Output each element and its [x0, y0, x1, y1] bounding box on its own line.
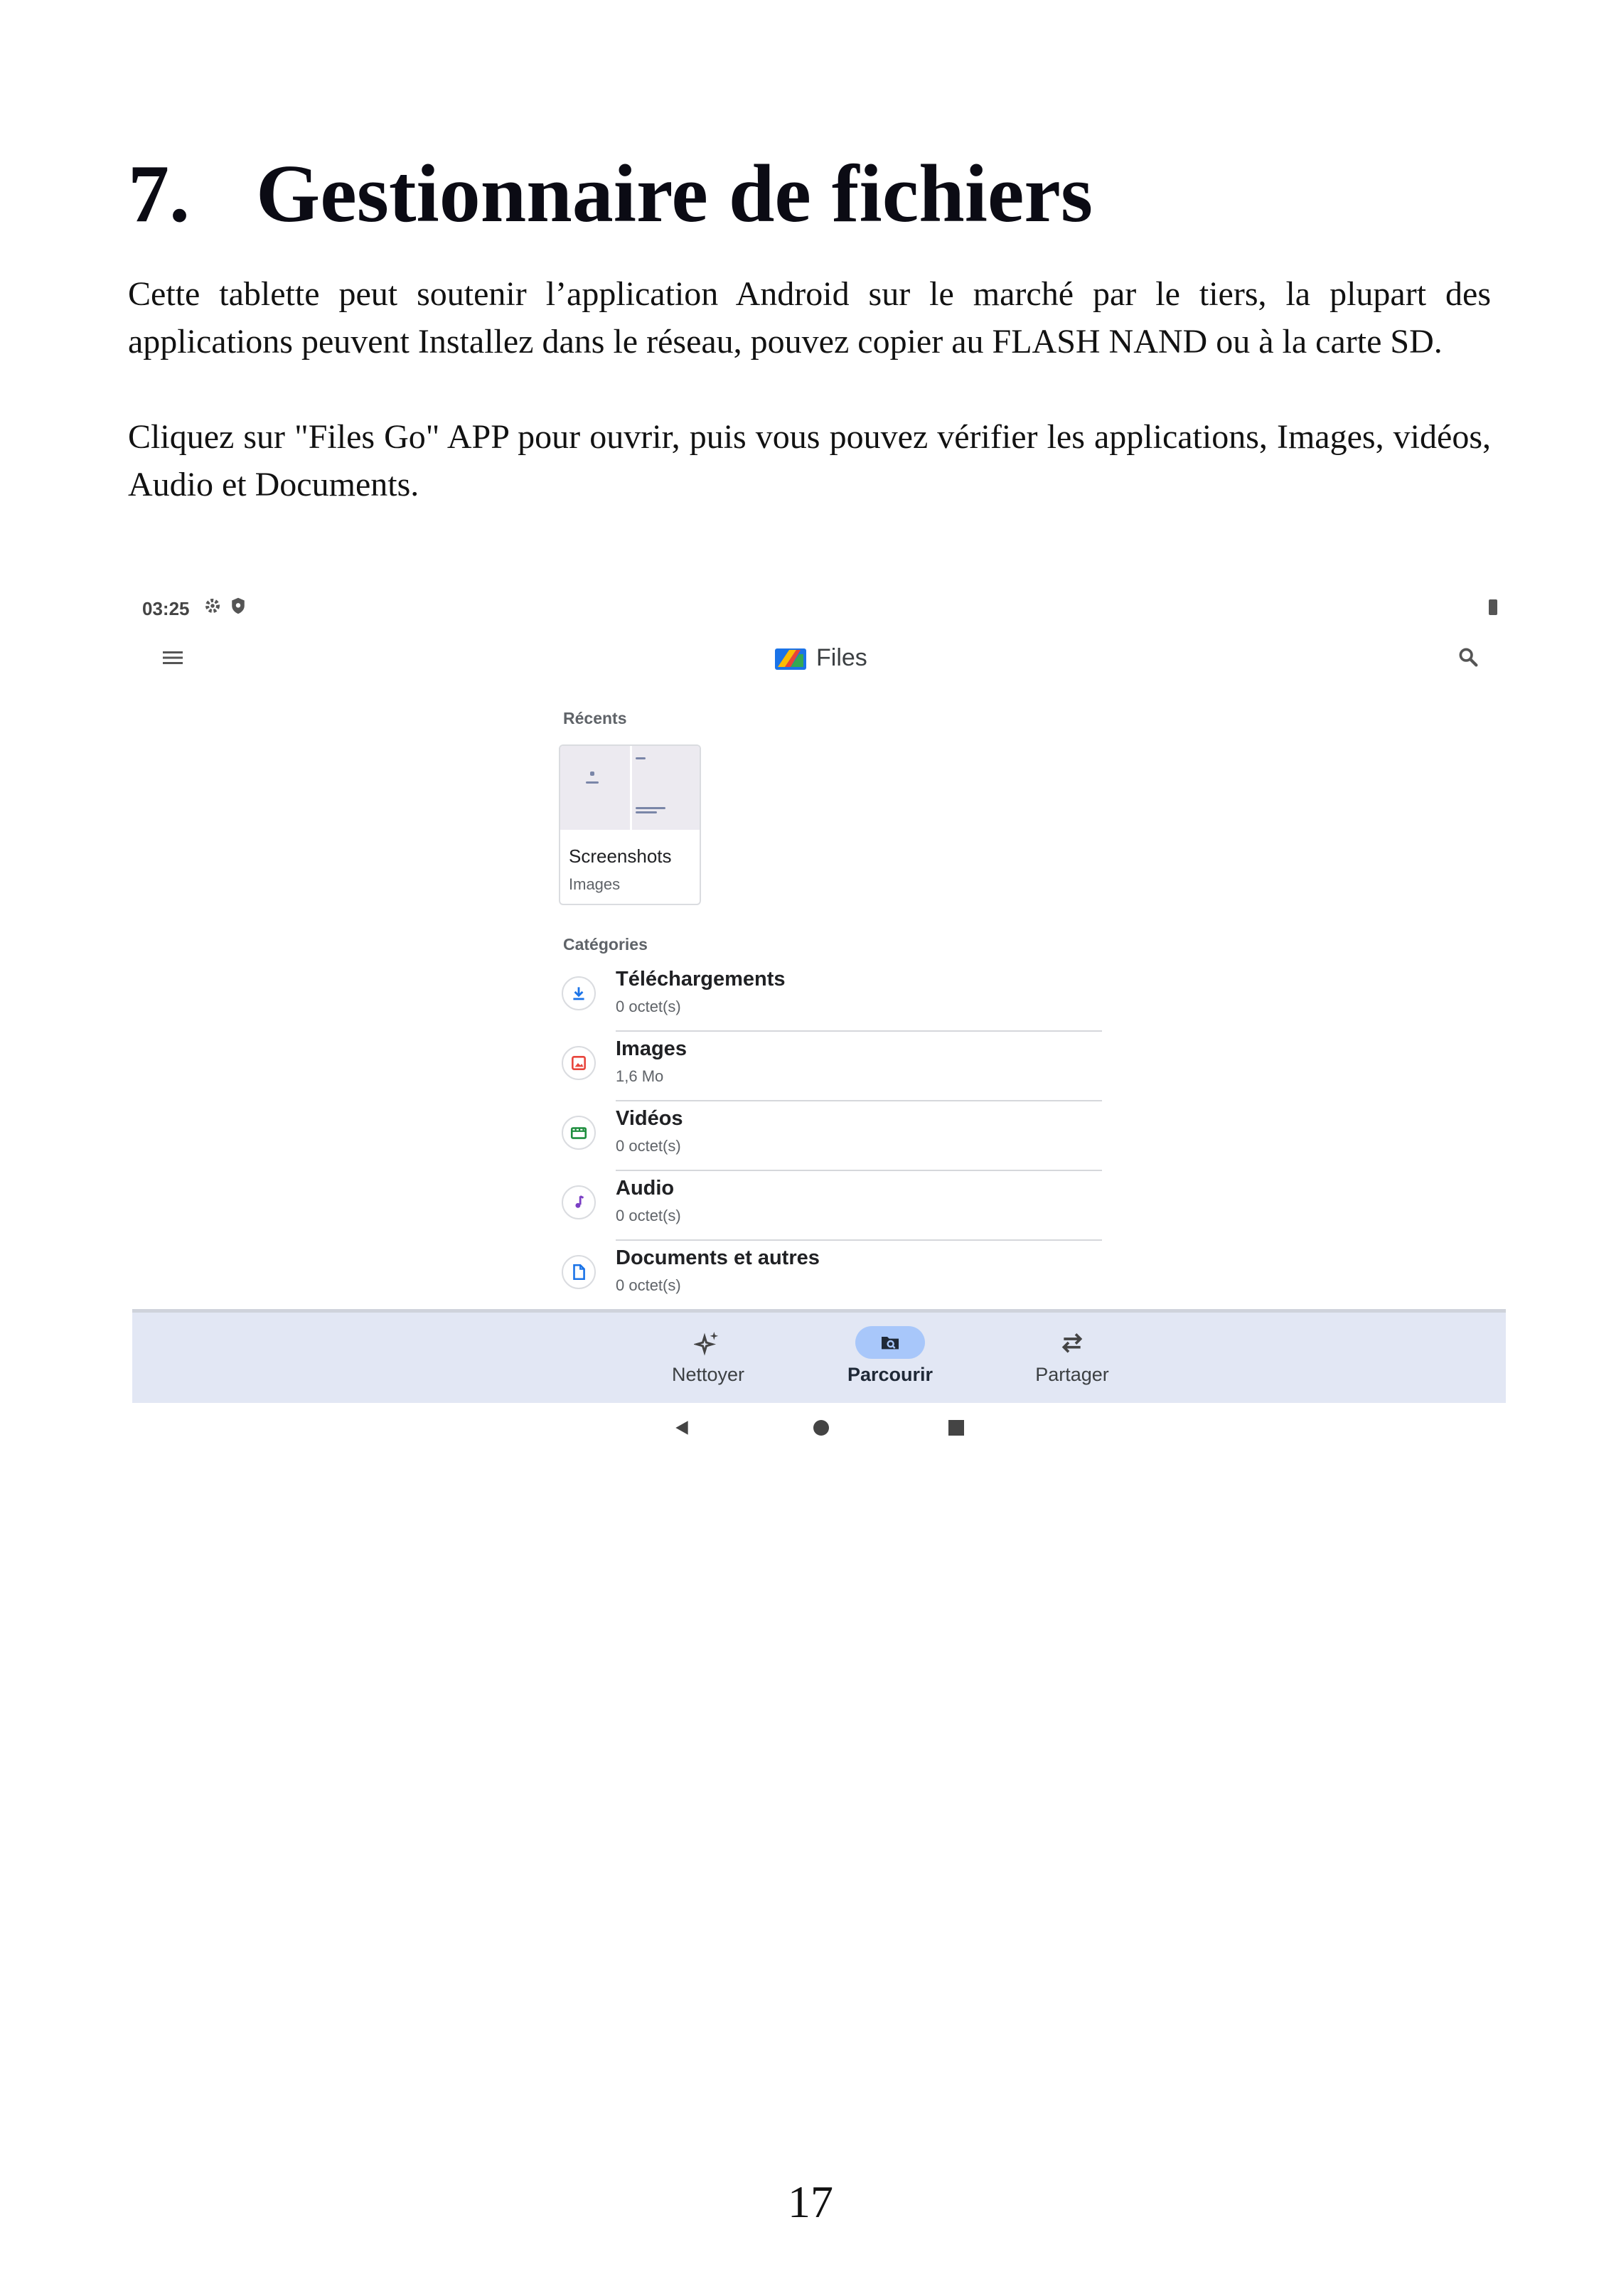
recent-card-screenshots[interactable] [559, 744, 701, 905]
nav-browse[interactable] [819, 1325, 961, 1386]
category-name: Images [616, 1037, 687, 1060]
categories-label: Catégories [563, 935, 648, 954]
recent-card-type: Images [569, 875, 621, 893]
category-size: 0 octet(s) [616, 1137, 681, 1155]
nav-label: Partager [1035, 1364, 1109, 1385]
home-icon[interactable] [813, 1420, 829, 1436]
page-number: 17 [788, 2177, 833, 2227]
section-title: Gestionnaire de fichiers [256, 149, 1093, 240]
instruction-paragraph: Cliquez sur "Files Go" APP pour ouvrir, puis vous pouvez vérifier les applications, Images, vidéos, Audio et Documents. [128, 418, 1491, 503]
hamburger-menu-icon[interactable] [161, 647, 185, 672]
sparkle-icon [637, 1325, 779, 1360]
category-size: 0 octet(s) [616, 1276, 681, 1294]
download-icon [562, 976, 596, 1010]
category-documents[interactable] [562, 1241, 1102, 1306]
category-name: Documents et autres [616, 1246, 820, 1269]
image-icon [562, 1046, 596, 1080]
app-title: Files [816, 644, 867, 671]
gear-icon [202, 595, 223, 620]
category-videos[interactable] [562, 1101, 1102, 1171]
files-logo-icon [775, 646, 806, 670]
nav-label: Parcourir [847, 1364, 933, 1385]
document-icon [562, 1255, 596, 1289]
category-size: 0 octet(s) [616, 1207, 681, 1224]
nav-share[interactable] [1001, 1325, 1143, 1386]
video-icon [562, 1116, 596, 1150]
category-name: Téléchargements [616, 968, 786, 991]
bottom-navigation [132, 1309, 1506, 1403]
section-number: 7. [128, 149, 190, 240]
category-audio[interactable] [562, 1171, 1102, 1241]
category-downloads[interactable] [562, 962, 1102, 1032]
battery-icon [1489, 599, 1497, 615]
category-images[interactable] [562, 1032, 1102, 1101]
music-note-icon [562, 1185, 596, 1219]
category-size: 0 octet(s) [616, 998, 681, 1015]
category-size: 1,6 Mo [616, 1067, 664, 1085]
status-time: 03:25 [142, 598, 190, 619]
intro-paragraph: Cette tablette peut soutenir l’application Android sur le marché par le tiers, la plupart des applications peuvent Installez dans le réseau, pouvez copier au FLASH NAND ou à la carte SD. [128, 275, 1491, 361]
files-app-screenshot [132, 587, 1506, 1440]
search-icon[interactable] [1456, 645, 1480, 673]
swap-arrows-icon [1001, 1325, 1143, 1360]
recents-label: Récents [563, 709, 627, 727]
shield-icon [228, 595, 249, 620]
recents-icon[interactable] [948, 1420, 964, 1436]
nav-label: Nettoyer [671, 1364, 745, 1385]
category-name: Vidéos [616, 1107, 683, 1130]
back-icon[interactable] [673, 1419, 691, 1441]
app-brand [775, 641, 867, 675]
recent-card-name: Screenshots [569, 845, 672, 867]
recent-card-thumbnail [560, 746, 701, 830]
section-heading [128, 149, 1093, 240]
browse-icon [855, 1326, 925, 1359]
nav-clean[interactable] [637, 1325, 779, 1386]
category-name: Audio [616, 1177, 675, 1200]
